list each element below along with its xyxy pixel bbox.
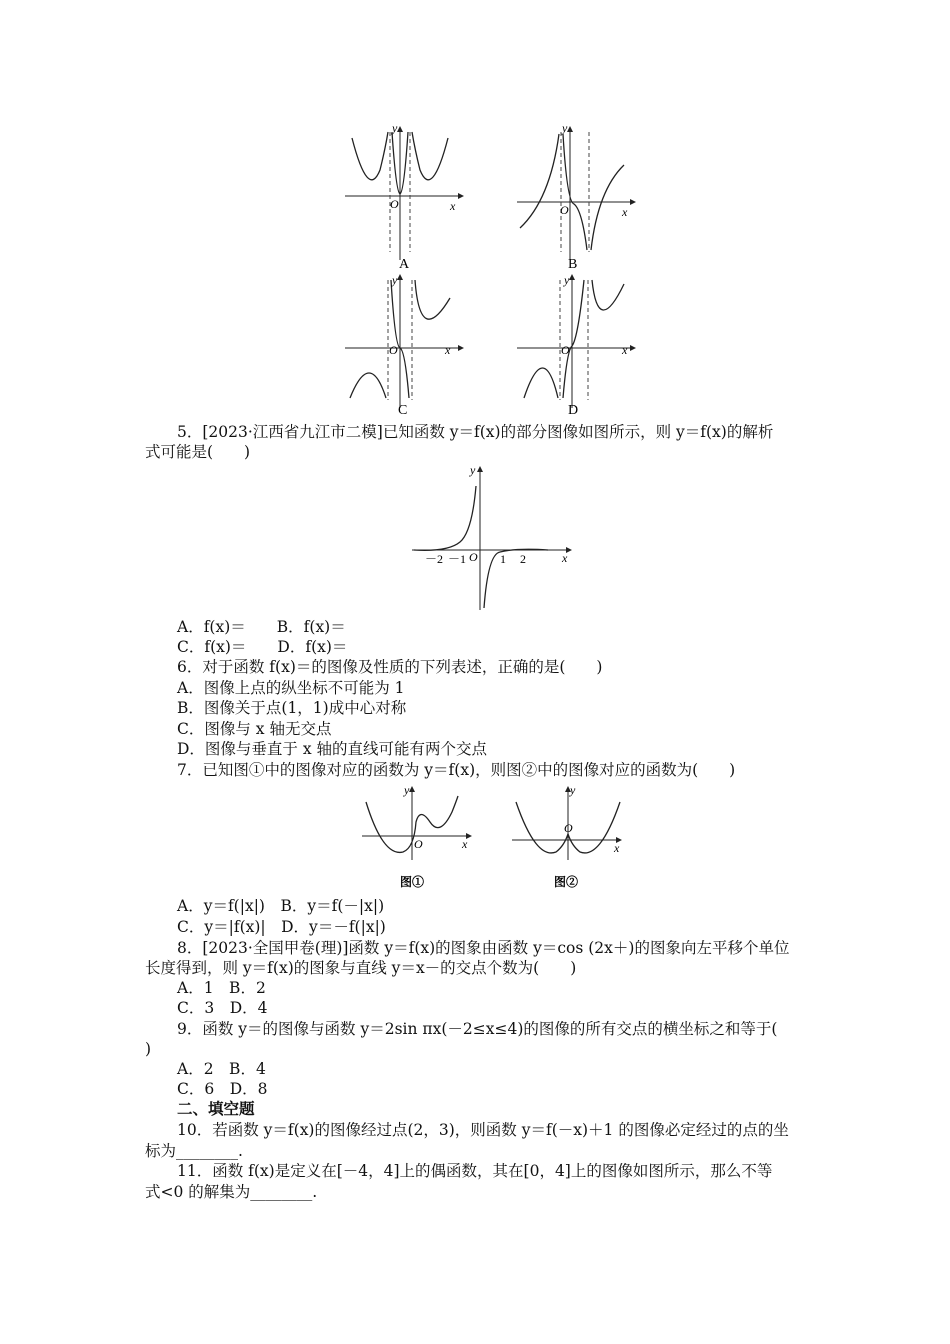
- q10-line2: 标为________.: [145, 1142, 243, 1160]
- tick-neg2: －2: [425, 552, 444, 566]
- axis-y-label: y: [564, 273, 570, 287]
- q6-option-c: C．图像与 x 轴无交点: [177, 720, 332, 738]
- tick-neg1: －1: [448, 552, 467, 566]
- origin-label: O: [469, 550, 478, 564]
- graph-label-a: A: [399, 257, 410, 270]
- q7-figure-2: [508, 782, 628, 892]
- q5-stem-line2: 式可能是( ): [145, 443, 251, 461]
- axis-y-label: y: [392, 273, 398, 287]
- q5-options-line2: C．f(x)＝ D．f(x)＝: [177, 638, 348, 656]
- origin-label: O: [414, 837, 423, 851]
- q8-options-line2: C．3 D．4: [177, 999, 268, 1017]
- figure-2-caption: 图②: [554, 875, 579, 889]
- q11-line2: 式<0 的解集为________.: [145, 1183, 318, 1201]
- q9-options-line2: C．6 D．8: [177, 1080, 268, 1098]
- origin-label: O: [390, 197, 399, 211]
- q8-stem-line2: 长度得到，则 y＝f(x)的图象与直线 y＝x－的交点个数为( ): [145, 959, 577, 977]
- axis-x-label: x: [462, 837, 468, 851]
- q6-stem: 6．对于函数 f(x)＝的图像及性质的下列表述，正确的是( ): [177, 658, 603, 676]
- axis-x-label: x: [562, 551, 568, 565]
- q8-stem-line1: 8．[2023·全国甲卷(理)]函数 y＝f(x)的图象由函数 y＝cos (2x＋)的图象向左平移个单位: [177, 939, 790, 957]
- axis-y-label: y: [404, 783, 410, 797]
- axis-y-label: y: [470, 463, 476, 477]
- q7-figure-1: [358, 782, 478, 892]
- q5-graph: [408, 462, 578, 614]
- q4-graph-a: [340, 120, 470, 270]
- q6-option-b: B．图像关于点(1，1)成中心对称: [177, 699, 407, 717]
- figure-1-caption: 图①: [400, 875, 425, 889]
- axis-y-label: y: [570, 783, 576, 797]
- tick-2: 2: [520, 552, 526, 566]
- q4-graph-b: [512, 120, 642, 270]
- q4-graph-c: [340, 268, 470, 418]
- q5-options-line1: A．f(x)＝ B．f(x)＝: [177, 618, 346, 636]
- q4-graph-d: [512, 268, 642, 418]
- q11-line1: 11．函数 f(x)是定义在[－4，4]上的偶函数，其在[0，4]上的图像如图所示，那么不等: [177, 1162, 773, 1180]
- graph-label-b: B: [568, 257, 578, 270]
- q10-line1: 10．若函数 y＝f(x)的图像经过点(2，3)，则函数 y＝f(－x)＋1 的图像必定经过的点的坐: [177, 1121, 789, 1139]
- origin-label: O: [389, 343, 398, 357]
- origin-label: O: [561, 343, 570, 357]
- axis-x-label: x: [622, 205, 628, 219]
- q6-option-d: D．图像与垂直于 x 轴的直线可能有两个交点: [177, 740, 488, 758]
- q9-options-line1: A．2 B．4: [177, 1060, 266, 1078]
- tick-1: 1: [500, 552, 506, 566]
- section-title: 二、填空题: [177, 1099, 255, 1118]
- axis-x-label: x: [622, 343, 628, 357]
- axis-y-label: y: [392, 121, 398, 135]
- q5-stem-line1: 5．[2023·江西省九江市二模]已知函数 y＝f(x)的部分图像如图所示，则 y＝f(x)的解析: [177, 423, 774, 441]
- origin-label: O: [560, 203, 569, 217]
- graph-label-c: C: [398, 403, 408, 418]
- q6-option-a: A．图像上点的纵坐标不可能为 1: [177, 679, 405, 697]
- q9-stem-line2: ): [145, 1040, 152, 1058]
- graph-label-d: D: [568, 403, 579, 418]
- q8-options-line1: A．1 B．2: [177, 979, 266, 997]
- q7-options-line1: A．y＝f(|x|) B．y＝f(－|x|): [177, 897, 385, 915]
- axis-x-label: x: [450, 199, 456, 213]
- axis-x-label: x: [614, 841, 620, 855]
- axis-x-label: x: [445, 343, 451, 357]
- q7-stem: 7．已知图①中的图像对应的函数为 y＝f(x)，则图②中的图像对应的函数为( ): [177, 761, 736, 779]
- axis-y-label: y: [562, 121, 568, 135]
- q9-stem-line1: 9．函数 y＝的图像与函数 y＝2sin πx(－2≤x≤4)的图像的所有交点的横坐标之和等于(: [177, 1020, 778, 1038]
- origin-label: O: [564, 821, 573, 835]
- q7-options-line2: C．y＝|f(x)| D．y＝－f(|x|): [177, 918, 386, 936]
